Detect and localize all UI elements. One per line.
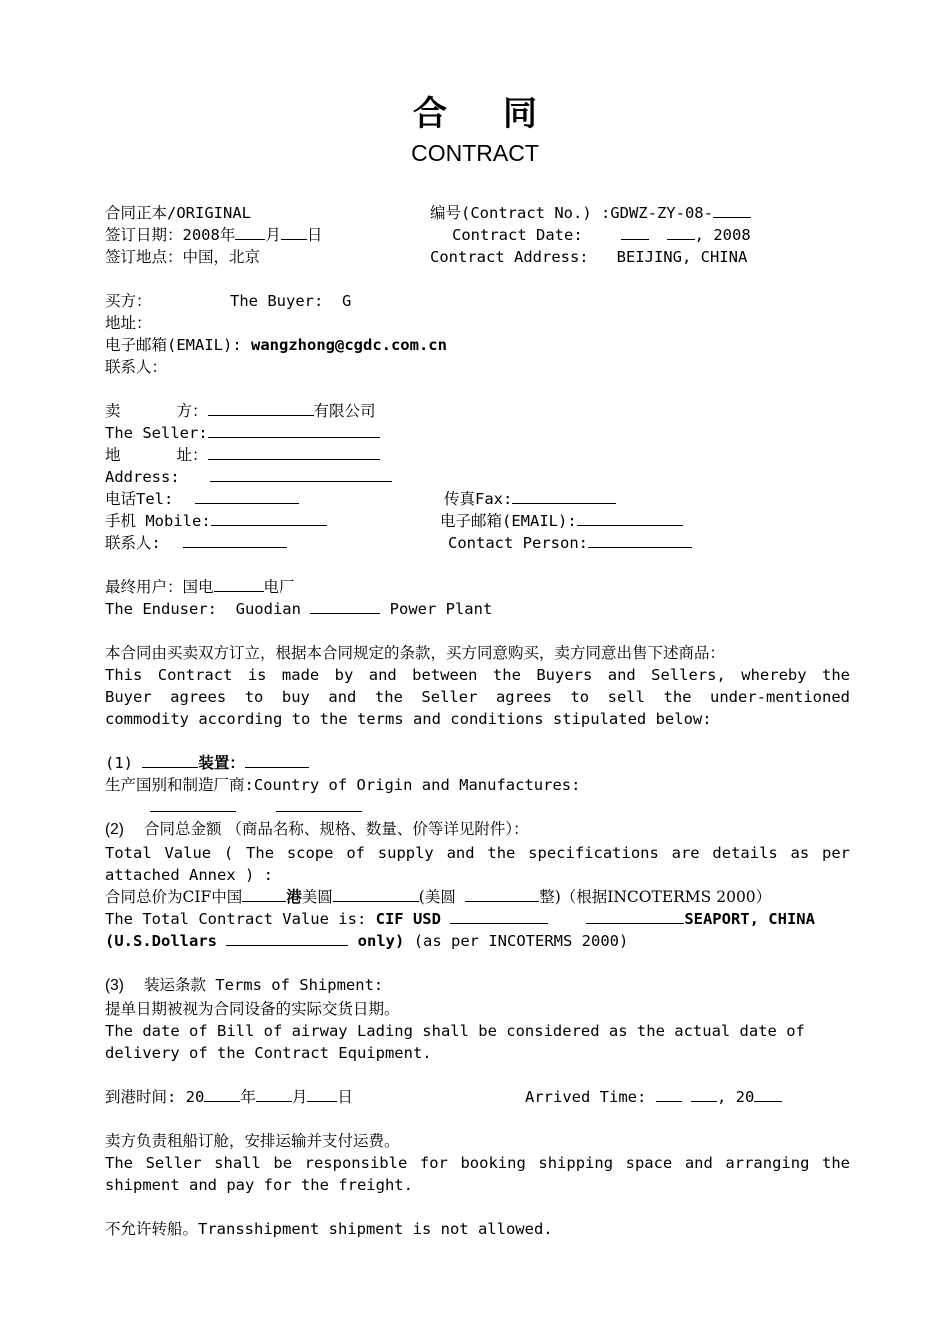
clause2-title <box>105 818 529 841</box>
original-label: 合同正本/ORIGINAL <box>105 204 251 222</box>
seller-contact-en <box>448 532 692 554</box>
seller-tel-blank <box>195 488 299 504</box>
seller-contact-cn-blank <box>183 532 287 548</box>
intro-en-line-3: commodity according to the terms and conditions stipulated below: <box>105 710 712 728</box>
enduser-en-blank <box>310 598 380 614</box>
sign-month-label: 月 <box>265 226 281 244</box>
enduser-cn-blank <box>214 576 264 592</box>
intro-cn: 本合同由买卖双方订立，根据本合同规定的条款，买方同意购买，卖方同意出售下述商品： <box>105 644 726 662</box>
seller-fax <box>444 488 616 510</box>
seller-tel <box>105 488 299 510</box>
seller-name-blank <box>208 400 314 416</box>
clause2-seaport-china: SEAPORT, CHINA <box>684 910 815 928</box>
clause2-cn-total <box>105 886 771 908</box>
arrive-day-label: 日 <box>337 1088 353 1106</box>
enduser-en <box>105 598 492 620</box>
buyer-email-label: 电子邮箱(EMAIL): <box>105 336 242 354</box>
intro-en-line-1: This Contract is made by and between the Buyers and Sellers, whereby the <box>105 666 850 684</box>
buyer-email-value: wangzhong@cgdc.com.cn <box>251 336 447 354</box>
enduser-cn <box>105 576 295 598</box>
clause1-country-blank <box>150 796 236 812</box>
seller-email-blank <box>577 510 683 526</box>
seller-company-suffix: 有限公司 <box>313 402 376 420</box>
sign-date-cn <box>105 224 322 246</box>
arrived-year-prefix: , 20 <box>717 1088 755 1106</box>
enduser-en-label: The Enduser: Guodian <box>105 600 301 618</box>
seller-tel-label: 电话Tel: <box>105 490 174 508</box>
clause3-transshipment: 不允许转船。Transshipment shipment is not allowed. <box>105 1220 553 1238</box>
intro-en-line-2: Buyer agrees to buy and the Seller agrees to sell the under-mentioned <box>105 688 850 706</box>
arrived-time-label: Arrived Time: <box>525 1088 647 1106</box>
seller-label-cn: 卖 方： <box>105 402 208 420</box>
arrived-year-blank <box>754 1086 782 1102</box>
clause2-incoterms-cn: 整)（根据INCOTERMS 2000） <box>539 888 772 906</box>
seller-address-en <box>105 466 392 488</box>
clause1-device-value-blank <box>245 752 309 768</box>
enduser-cn-label: 最终用户：国电 <box>105 578 214 596</box>
clause2-usd-words-en: (U.S.Dollars <box>105 932 217 950</box>
clause1-device <box>105 752 309 774</box>
seller-email-label: 电子邮箱(EMAIL): <box>440 512 577 530</box>
clause1-device-blank <box>142 752 198 768</box>
contract-address-en: Contract Address: BEIJING, CHINA <box>430 248 748 266</box>
arrive-year-blank <box>204 1086 240 1102</box>
clause3-arrive-en <box>525 1086 782 1108</box>
seller-label-en: The Seller: <box>105 424 208 442</box>
clause2-title-label: 合同总金额 （商品名称、规格、数量、价等详见附件）： <box>143 820 529 838</box>
clause1-origin: 生产国别和制造厂商:Country of Origin and Manufactures: <box>105 776 581 794</box>
sign-day-blank <box>281 224 307 240</box>
seller-address-cn-blank <box>208 444 380 460</box>
enduser-cn-suffix: 电厂 <box>263 578 295 596</box>
seller-contact-en-label: Contact Person: <box>448 534 588 552</box>
clause2-en-line-1: Total Value ( The scope of supply and the specifications are details as per <box>105 844 850 862</box>
clause3-number: (3) <box>105 977 124 994</box>
clause2-en-total <box>105 908 850 930</box>
clause2-number: (2) <box>105 821 124 838</box>
contract-no-blank <box>713 202 751 218</box>
seller-contact-en-blank <box>588 532 692 548</box>
contract-no-label: 编号(Contract No.) :GDWZ-ZY-08- <box>430 204 713 222</box>
clause3-ship-cn: 卖方负责租船订舱，安排运输并支付运费。 <box>105 1132 400 1150</box>
sign-day-label: 日 <box>306 226 323 244</box>
clause2-port-label: 港 <box>286 887 302 906</box>
seller-name-en-blank <box>208 422 380 438</box>
buyer-address-cn: 地址： <box>105 314 152 332</box>
seller-address-cn-label: 地 址： <box>105 446 208 464</box>
arrive-year-label: 年 <box>240 1088 256 1106</box>
page-title-en: CONTRACT <box>411 140 539 166</box>
sign-month-blank <box>235 224 265 240</box>
contract-no <box>430 202 751 224</box>
arrived-month-blank <box>656 1086 682 1102</box>
buyer-label-en: The Buyer: G <box>230 292 352 310</box>
page-title-cn: 合同 <box>413 94 593 134</box>
clause2-only-label: only) <box>357 932 405 950</box>
arrived-day-blank <box>691 1086 717 1102</box>
clause2-usd-words-label: (美圆 <box>418 888 456 906</box>
seller-address-en-blank <box>210 466 392 482</box>
arrive-year-prefix: 到港时间: 20 <box>105 1088 205 1106</box>
seller-contact-cn <box>105 532 287 554</box>
clause2-incoterms-en: (as per INCOTERMS 2000) <box>413 932 629 950</box>
clause3-bl-cn: 提单日期被视为合同设备的实际交货日期。 <box>105 1000 400 1018</box>
seller-fax-label: 传真Fax: <box>444 490 513 508</box>
arrive-month-blank <box>256 1086 292 1102</box>
contract-date-year: , 2008 <box>694 226 751 244</box>
seller-name-cn <box>105 400 376 422</box>
seller-name-en <box>105 422 380 444</box>
clause2-port-blank <box>242 886 286 902</box>
seller-mobile-blank <box>211 510 327 526</box>
arrive-month-label: 月 <box>291 1088 308 1106</box>
seller-mobile-label: 手机 Mobile: <box>105 512 211 530</box>
buyer-contact-cn: 联系人： <box>105 358 168 376</box>
contract-date-day-blank <box>667 224 695 240</box>
clause3-title-label: 装运条款 Terms of Shipment: <box>143 976 384 994</box>
clause2-cif-usd: CIF USD <box>375 910 441 928</box>
seller-mobile <box>105 510 327 532</box>
clause3-title <box>105 974 383 997</box>
buyer-email <box>105 334 447 356</box>
clause1-device-label: 装置： <box>198 753 245 772</box>
clause2-cn-prefix: 合同总价为CIF中国 <box>105 888 243 906</box>
seller-address-en-label: Address: <box>105 468 180 486</box>
clause2-en-words-blank <box>226 930 348 946</box>
contract-date-month-blank <box>621 224 649 240</box>
clause3-arrive-cn <box>105 1086 353 1108</box>
clause2-usd-label: 美圆 <box>301 888 333 906</box>
clause2-en-line-2: attached Annex ) : <box>105 866 273 884</box>
clause2-amount-blank <box>333 886 419 902</box>
seller-email <box>440 510 683 532</box>
seller-fax-blank <box>512 488 616 504</box>
contract-date-en <box>452 224 751 246</box>
clause3-bl-en-2: delivery of the Contract Equipment. <box>105 1044 432 1062</box>
clause3-ship-en-2: shipment and pay for the freight. <box>105 1176 413 1194</box>
seller-contact-cn-label: 联系人: <box>105 534 161 552</box>
clause3-bl-en-1: The date of Bill of airway Lading shall be considered as the actual date of <box>105 1022 805 1040</box>
clause1-origin-blanks <box>150 796 362 818</box>
clause1-number: (1) <box>105 754 133 772</box>
clause2-amount-words-blank <box>465 886 539 902</box>
enduser-en-suffix: Power Plant <box>389 600 493 618</box>
clause1-manufacturer-blank <box>276 796 362 812</box>
sign-place-cn: 签订地点：中国，北京 <box>105 248 261 266</box>
clause2-en-total-words <box>105 930 628 952</box>
sign-date-year: 签订日期：2008年 <box>105 226 236 244</box>
buyer-label-cn: 买方： <box>105 292 152 310</box>
clause2-en-port-blank <box>586 908 684 924</box>
contract-date-label: Contract Date: <box>452 226 583 244</box>
clause2-en-amount-blank <box>450 908 548 924</box>
clause3-ship-en-1: The Seller shall be responsible for booking shipping space and arranging the <box>105 1154 850 1172</box>
arrive-day-blank <box>307 1086 337 1102</box>
clause2-en-total-label: The Total Contract Value is: <box>105 910 367 928</box>
seller-address-cn <box>105 444 380 466</box>
